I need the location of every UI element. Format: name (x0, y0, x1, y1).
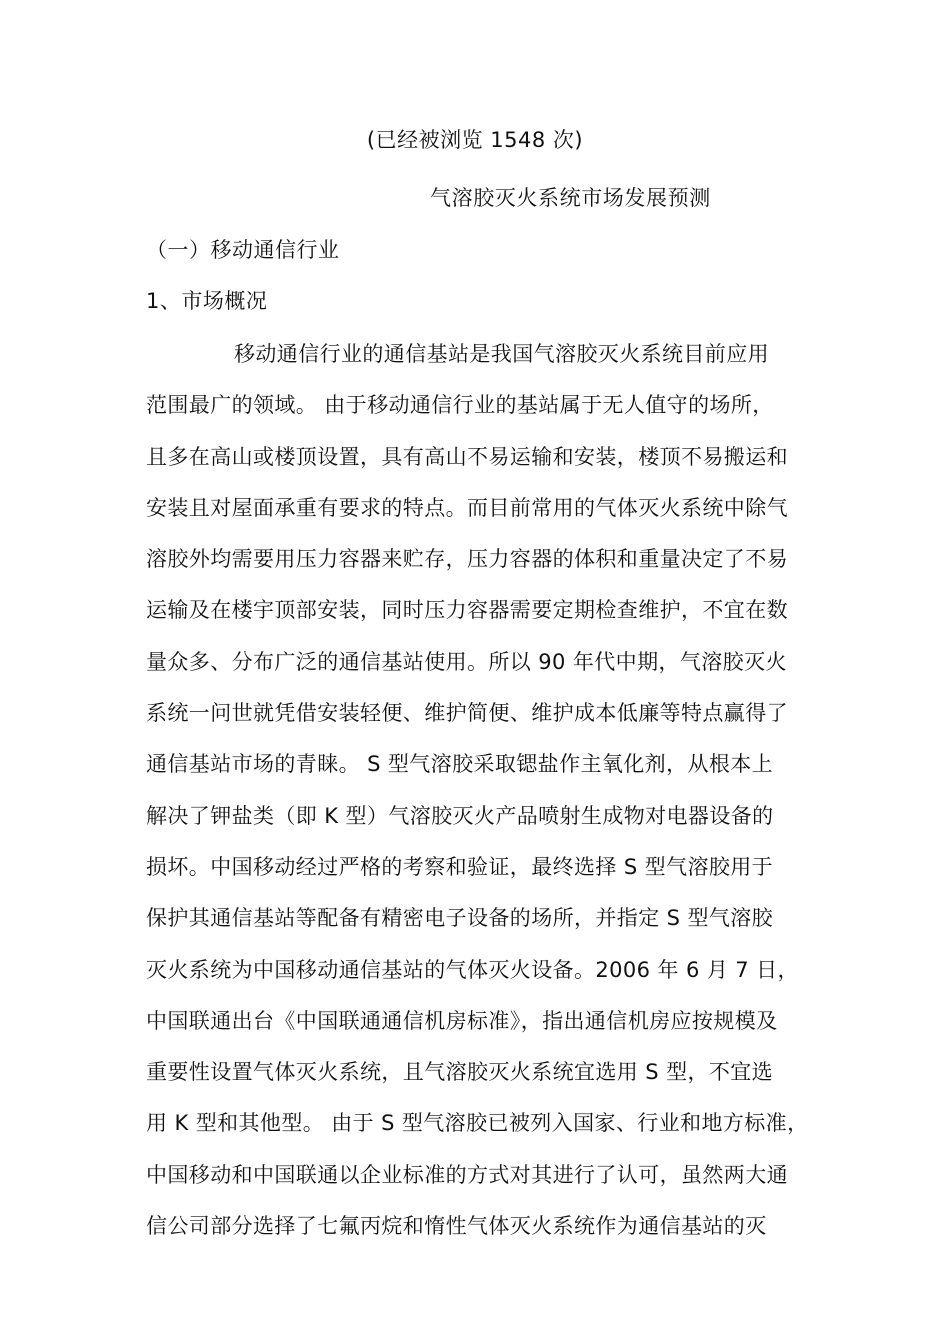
paragraph-line: 移动通信行业的通信基站是我国气溶胶灭火系统目前应用 (234, 342, 769, 366)
section-heading: （一）移动通信行业 (146, 238, 340, 262)
paragraph-line: 信公司部分选择了七氟丙烷和惰性气体灭火系统作为通信基站的灭 (146, 1214, 767, 1239)
paragraph-line: 且多在高山或楼顶设置，具有高山不易运输和安装，楼顶不易搬运和 (146, 444, 788, 469)
paragraph-line: 重要性设置气体灭火系统，且气溶胶灭火系统宜选用 S 型，不宜选 (146, 1060, 774, 1085)
paragraph-line: 保护其通信基站等配备有精密电子设备的场所，并指定 S 型气溶胶 (146, 906, 774, 931)
paragraph-line: 用 K 型和其他型。 由于 S 型气溶胶已被列入国家、行业和地方标准， (146, 1111, 808, 1136)
paragraph-line: 溶胶外均需要用压力容器来贮存，压力容器的体积和重量决定了不易 (146, 547, 788, 572)
paragraph-line: 中国联通出台《中国联通通信机房标准》，指出通信机房应按规模及 (146, 1008, 778, 1033)
document-title: 气溶胶灭火系统市场发展预测 (430, 186, 711, 210)
paragraph-line: 解决了钾盐类（即 K 型）气溶胶灭火产品喷射生成物对电器设备的 (146, 803, 774, 828)
paragraph-line: 通信基站市场的青睐。 S 型气溶胶采取锶盐作主氧化剂，从根本上 (146, 752, 774, 777)
view-count: (已经被浏览 1548 次) (366, 128, 584, 152)
paragraph-line: 范围最广的领域。 由于移动通信行业的基站属于无人值守的场所， (146, 393, 774, 418)
paragraph-line: 损坏。中国移动经过严格的考察和验证，最终选择 S 型气溶胶用于 (146, 854, 774, 879)
body-paragraph (146, 329, 808, 1252)
paragraph-line: 灭火系统为中国移动通信基站的气体灭火设备。2006 年 6 月 7 日， (146, 957, 799, 982)
paragraph-line: 运输及在楼宇顶部安装，同时压力容器需要定期检查维护，不宜在数 (146, 598, 788, 623)
paragraph-line: 量众多、分布广泛的通信基站使用。所以 90 年代中期，气溶胶灭火 (146, 649, 787, 674)
paragraph-line: 中国移动和中国联通以企业标准的方式对其进行了认可，虽然两大通 (146, 1162, 788, 1187)
paragraph-line: 安装且对屋面承重有要求的特点。而目前常用的气体灭火系统中除气 (146, 495, 788, 520)
subsection-heading: 1、市场概况 (146, 289, 268, 313)
paragraph-line: 系统一问世就凭借安装轻便、维护简便、维护成本低廉等特点赢得了 (146, 701, 788, 726)
